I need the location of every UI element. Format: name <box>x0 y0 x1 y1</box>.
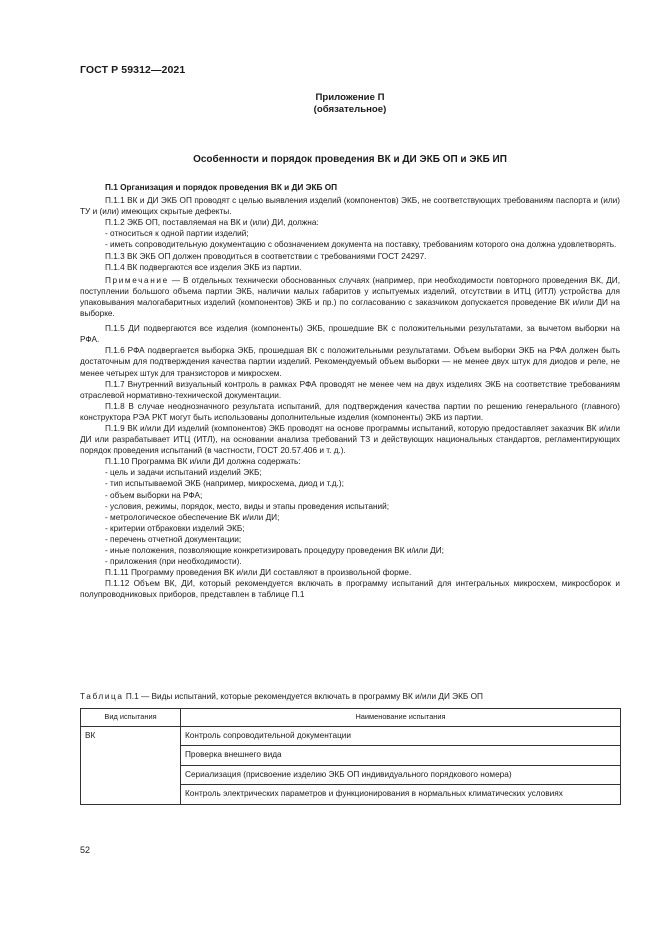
paragraph-p1-2: П.1.2 ЭКБ ОП, поставляемая на ВК и (или) ДИ, должна: <box>105 218 319 228</box>
note <box>80 275 620 319</box>
paragraph-p1-5: П.1.5 ДИ подвергаются все изделия (компоненты) ЭКБ, прошедшие ВК с положительными результатами, за вычетом выборки на РФА. <box>80 324 620 345</box>
list-item: - относиться к одной партии изделий; <box>105 229 249 239</box>
appendix-status: (обязательное) <box>313 104 387 115</box>
table-row <box>81 726 621 746</box>
paragraph-p1-10: П.1.10 Программа ВК и/или ДИ должна содержать: <box>105 457 301 467</box>
list-item: - перечень отчетной документации; <box>105 534 242 544</box>
table-cell: Сериализация (присвоение изделию ЭКБ ОП индивидуального порядкового номера) <box>181 765 621 785</box>
table-cell-group: ВК <box>81 726 181 804</box>
paragraph-p1-11: П.1.11 Программу проведения ВК и/или ДИ составляют в произвольной форме. <box>105 568 412 578</box>
table-header-test-name: Наименование испытания <box>181 709 621 727</box>
list-item: - объем выборки на РФА; <box>105 490 203 500</box>
list-item: - условия, режимы, порядок, место, виды и этапы проведения испытаний; <box>105 501 390 511</box>
note-label: Примечание <box>105 275 169 285</box>
list-item: - цель и задачи испытаний изделий ЭКБ; <box>105 468 262 478</box>
table-cell: Проверка внешнего вида <box>181 746 621 766</box>
paragraph-p1-4: П.1.4 ВК подвергаются все изделия ЭКБ из партии. <box>105 262 302 272</box>
paragraph-p1-8: П.1.8 В случае неоднозначного результата испытаний, для подтверждения качества партии по решению генерального (главного) конструктора РЭА РКТ могут быть использованы дополнительные изделия (компоненты) ЭКБ из партии. <box>80 401 620 422</box>
appendix-heading <box>80 92 620 116</box>
list-item: - приложения (при необходимости). <box>105 557 242 567</box>
page-number: 52 <box>80 845 91 855</box>
table-cell: Контроль электрических параметров и функционирования в нормальных климатических условиях <box>181 785 621 805</box>
paragraph-p1-7: П.1.7 Внутренний визуальный контроль в рамках РФА проводят не менее чем на двух изделиях ЭКБ на соответствие требованиям отраслевой нормативно-технической документации. <box>80 379 620 400</box>
table-caption-text: П.1 — Виды испытаний, которые рекомендуется включать в программу ВК и/или ДИ ЭКБ ОП <box>123 692 483 701</box>
list-item: - метрологическое обеспечение ВК и/или ДИ; <box>105 512 280 522</box>
page-title: Особенности и порядок проведения ВК и ДИ ЭКБ ОП и ЭКБ ИП <box>193 154 507 165</box>
table-caption-label: Таблица <box>80 692 124 701</box>
table-caption <box>80 692 620 701</box>
table-header-test-type: Вид испытания <box>81 709 181 727</box>
list-item: - критерии отбраковки изделий ЭКБ; <box>105 523 245 533</box>
paragraph-p1-6: П.1.6 РФА подвергается выборка ЭКБ, прошедшая ВК с положительными результатами. Объем выборки ЭКБ на РФА должен быть достаточным для подтверждения качества партии изделий. Рекомендуемый объем выборки — не менее двух штук для диодов и реле, не менее четырех штук для транзисторов и микросхем. <box>80 346 620 378</box>
appendix-title: Приложение П <box>315 92 385 103</box>
table-header-row <box>81 709 621 727</box>
section-heading: П.1 Организация и порядок проведения ВК и ДИ ЭКБ ОП <box>105 183 338 192</box>
table-cell: Контроль сопроводительной документации <box>181 726 621 746</box>
paragraph-p1-3: П.1.3 ВК ЭКБ ОП должен проводиться в соответствии с требованиями ГОСТ 24297. <box>105 251 427 261</box>
tests-table <box>80 708 621 805</box>
paragraph-p1-1: П.1.1 ВК и ДИ ЭКБ ОП проводят с целью выявления изделий (компонентов) ЭКБ, не соответствующих требованиям паспорта и (или) ТУ и (или) имеющих скрытые дефекты. <box>80 196 620 217</box>
list-item: - иметь сопроводительную документацию с обозначением документа на поставку, требованиям которого она должна удовлетворять. <box>105 240 617 250</box>
document-body <box>80 182 620 600</box>
paragraph-p1-9: П.1.9 ВК и/или ДИ изделий (компонентов) ЭКБ проводят на основе программы испытаний, которую предоставляет заказчик ВК и/или ДИ или разрабатывает ИТЦ (ИТЛ), на основании анализа требований ТЗ и действующих национальных стандартов, регламентирующих порядок проведения испытаний (в частности, ГОСТ 20.57.406 и т. д.). <box>80 423 620 456</box>
list-item: - иные положения, позволяющие конкретизировать процедуру проведения ВК и/или ДИ; <box>105 546 444 555</box>
note-text: — В отдельных технически обоснованных случаях (например, при необходимости повторного проведения ВК, ДИ, поступлении большого объема партии ЭКБ, наличии малых габаритов у испытуемых изделий, отсутствии в ИТЦ (ИТЛ) устройства для упаковывания малогабаритных изделий (компонентов) ЭКБ и пр.) по согласованию с заказчиком допускается проведение ВК и/или ДИ на выборке. <box>80 275 620 319</box>
paragraph-p1-12: П.1.12 Объем ВК, ДИ, который рекомендуется включать в программу испытаний для интегральных микросхем, микросборок и полупроводниковых приборов, представлен в таблице П.1 <box>80 579 620 600</box>
standard-header: ГОСТ Р 59312—2021 <box>80 64 186 76</box>
list-item: - тип испытываемой ЭКБ (например, микросхема, диод и т.д.); <box>105 479 344 489</box>
